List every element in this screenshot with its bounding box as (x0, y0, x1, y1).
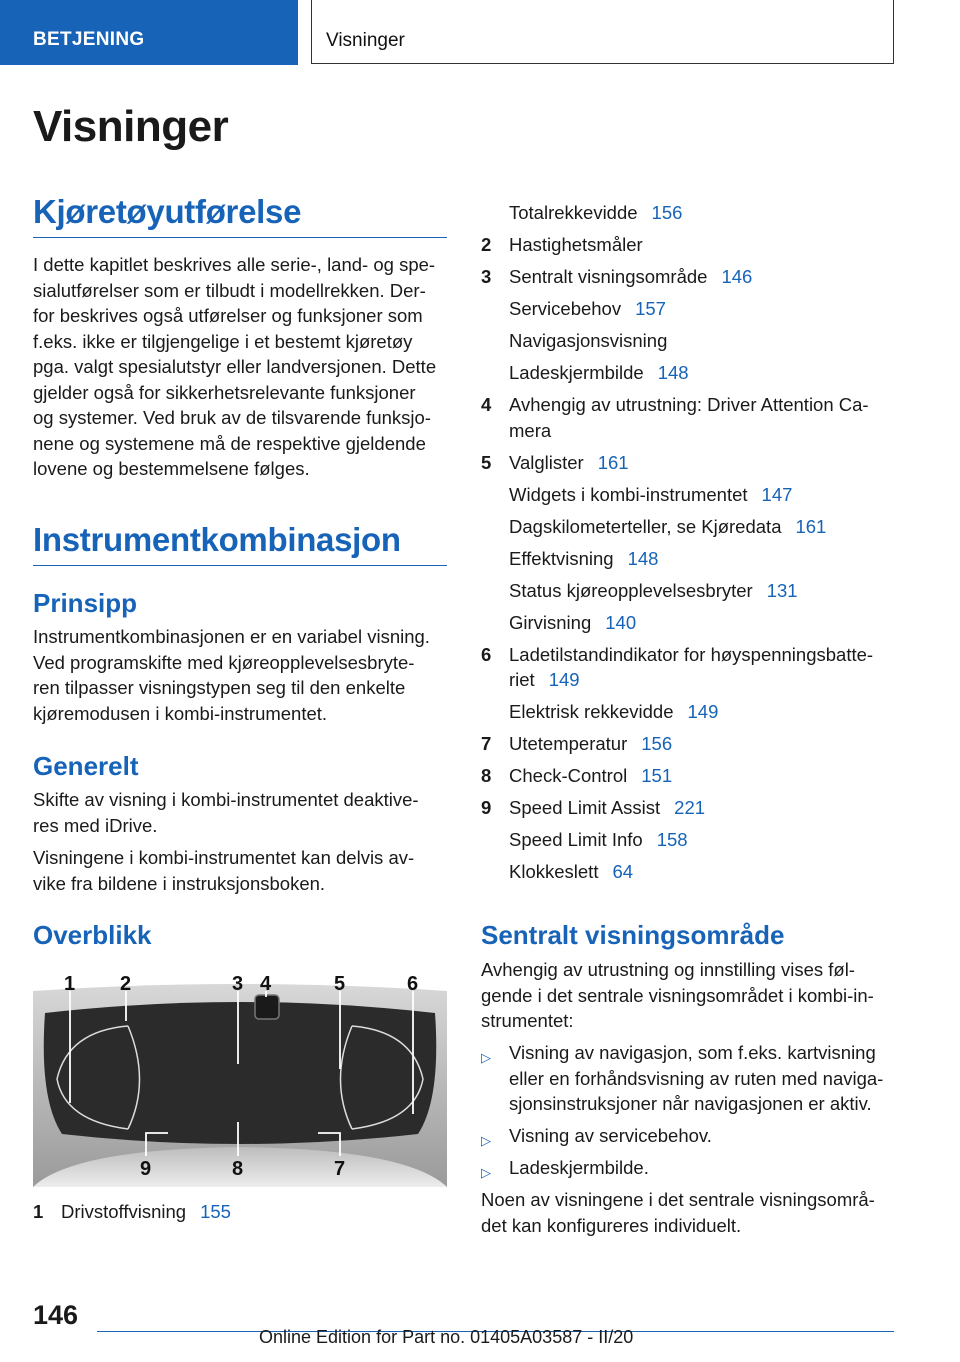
legend-number: 1 (33, 1201, 44, 1222)
section-tab (0, 0, 298, 65)
callout-label: 3 (232, 973, 244, 995)
legend-label: Effektvisning (509, 548, 614, 569)
text-line: nene og systemene må de respektive gjeldende (33, 432, 426, 454)
legend-label: Girvisning (509, 612, 592, 633)
legend-number: 3 (481, 266, 492, 287)
footer-text: Online Edition for Part no. 01405A03587 - II/20 (259, 1327, 634, 1347)
section-label: BETJENING (33, 29, 145, 50)
heading-overview: Overblikk (33, 920, 152, 950)
display-screen (44, 1002, 436, 1144)
text-line: res med iDrive. (33, 814, 158, 836)
legend-label: Hastighetsmåler (509, 234, 643, 255)
legend-label: Elektrisk rekkevidde (509, 701, 674, 722)
legend-label: Speed Limit Info (509, 829, 643, 850)
page-reference-link[interactable]: 156 (641, 733, 673, 754)
page-reference-link[interactable]: 146 (721, 266, 753, 287)
text-line: vike fra bildene i instruksjonsboken. (33, 872, 326, 894)
page-reference-link[interactable]: 148 (627, 548, 659, 569)
text-line: lovene og bestemmelsene følges. (33, 458, 310, 479)
text-line: kjøremodusen i kombi-instrumentet. (33, 702, 328, 724)
camera-housing (255, 995, 279, 1019)
legend-label: Valglister (509, 452, 584, 473)
text-line: Avhengig av utrustning og innstilling vises føl- (481, 959, 855, 980)
legend-label: Utetemperatur (509, 733, 628, 754)
text-line: Visningene i kombi-instrumentet kan delvis av- (33, 847, 415, 868)
general-text-1 (33, 787, 447, 838)
legend-label: Ladetilstandindikator for høyspenningsbatte- (509, 644, 874, 665)
heading-instrument-cluster: Instrumentkombinasjon (33, 521, 447, 566)
vehicle-variant-text (33, 252, 447, 482)
callout-label: 4 (260, 973, 272, 995)
legend-label: Avhengig av utrustning: Driver Attention Ca- (509, 394, 869, 415)
page-reference-link[interactable]: 221 (674, 797, 706, 818)
page-reference-link[interactable]: 161 (597, 452, 629, 473)
page-title: Visninger (33, 102, 229, 151)
page-reference-link[interactable]: 161 (795, 516, 827, 537)
legend-label: Status kjøreopplevelsesbryter (509, 580, 753, 601)
callout-label: 1 (64, 973, 76, 995)
text-line: strumentet: (481, 1010, 574, 1031)
legend-label: Speed Limit Assist (509, 797, 661, 818)
callout-label: 6 (407, 973, 419, 995)
page-reference-link[interactable]: 158 (656, 829, 688, 850)
text-line: sialutførelser som er tilbudt i modellrekken. Der- (33, 279, 426, 301)
page-reference-link[interactable]: 151 (641, 765, 673, 786)
triangle-bullet-icon: ▷ (481, 1133, 491, 1148)
heading-general: Generelt (33, 751, 139, 781)
legend-number: 2 (481, 234, 492, 255)
legend-label: Check-Control (509, 765, 628, 786)
text-line: for beskrives også utførelser og funksjoner som (33, 305, 423, 326)
heading-principle: Prinsipp (33, 588, 138, 618)
legend-label: Dagskilometerteller, se Kjøredata (509, 516, 782, 537)
text-line: sjonsinstruksjoner når navigasjonen er aktiv. (509, 1093, 872, 1114)
legend-number: 5 (481, 452, 492, 473)
page-reference-link[interactable]: 64 (612, 861, 634, 882)
legend-number: 4 (481, 394, 492, 415)
page-reference-link[interactable]: 155 (200, 1201, 231, 1222)
legend-label: Ladeskjermbilde (509, 362, 644, 383)
page-number: 146 (33, 1300, 79, 1330)
text-line: Ved programskifte med kjøreopplevelsesbryte- (33, 651, 415, 673)
page-reference-link[interactable]: 157 (635, 298, 666, 319)
triangle-bullet-icon: ▷ (481, 1050, 491, 1065)
chapter-label: Visninger (326, 30, 405, 51)
legend-label: Servicebehov (509, 298, 622, 319)
text-line: Instrumentkombinasjonen er en variabel visning. (33, 626, 430, 647)
text-line: eller en forhåndsvisning av ruten med naviga- (509, 1067, 884, 1089)
text-line: pga. valgt spesialutstyr eller landversjonen. Dette (33, 356, 437, 377)
text-line: ren tilpasser visningstypen seg til den enkelte (33, 677, 406, 698)
callout-label: 2 (120, 973, 132, 995)
chapter-box (311, 0, 894, 64)
page-reference-link[interactable]: 140 (605, 612, 637, 633)
text-line: Skifte av visning i kombi-instrumentet deaktive- (33, 789, 419, 810)
legend-number: 8 (481, 765, 492, 786)
heading-central-display: Sentralt visningsområde (481, 920, 785, 950)
callout-label: 9 (140, 1158, 152, 1180)
legend-label: riet (509, 669, 535, 690)
text-line: Ladeskjermbilde. (509, 1157, 649, 1178)
legend-label: mera (509, 420, 552, 441)
central-display-outro (481, 1187, 893, 1238)
triangle-bullet-icon: ▷ (481, 1165, 491, 1180)
legend-label: Klokkeslett (509, 861, 599, 882)
text-line: Noen av visningene i det sentrale visningsområ- (481, 1189, 875, 1210)
legend-number: 6 (481, 644, 492, 665)
page-reference-link[interactable]: 147 (761, 484, 793, 505)
legend-label: Drivstoffvisning (61, 1201, 187, 1222)
general-text-2 (33, 845, 447, 896)
text-line: gende i det sentrale visningsområdet i kombi-in- (481, 984, 874, 1006)
callout-label: 7 (334, 1158, 346, 1180)
page-reference-link[interactable]: 149 (687, 701, 719, 722)
text-line: gjelder også for sikkerhetsrelevante funksjoner (33, 381, 416, 403)
text-line: Visning av navigasjon, som f.eks. kartvisning (509, 1042, 876, 1063)
legend-number: 9 (481, 797, 492, 818)
text-line: det kan konfigureres individuelt. (481, 1214, 742, 1236)
page-reference-link[interactable]: 131 (766, 580, 798, 601)
heading-vehicle-variant: Kjøretøyutførelse (33, 193, 447, 238)
text-line: Visning av servicebehov. (509, 1125, 712, 1146)
text-line: f.eks. ikke er tilgjengelige i et bestemt kjøretøy (33, 330, 413, 352)
instrument-cluster-illustration (33, 969, 447, 1187)
page-reference-link[interactable]: 148 (657, 362, 689, 383)
callout-label: 8 (232, 1158, 244, 1180)
text-line: og systemer. Ved bruk av de tilsvarende funksjo- (33, 407, 431, 428)
principle-text (33, 624, 447, 726)
legend-label: Sentralt visningsområde (509, 266, 708, 287)
callout-label: 5 (334, 973, 346, 995)
legend-number: 7 (481, 733, 492, 754)
legend-label: Totalrekkevidde (509, 202, 638, 223)
central-display-intro (481, 957, 893, 1034)
legend-label: Widgets i kombi-instrumentet (509, 484, 748, 505)
page-reference-link[interactable]: 149 (548, 669, 580, 690)
text-line: I dette kapitlet beskrives alle serie-, land- og spe- (33, 254, 436, 275)
legend-label: Navigasjonsvisning (509, 330, 668, 351)
page-reference-link[interactable]: 156 (651, 202, 683, 223)
